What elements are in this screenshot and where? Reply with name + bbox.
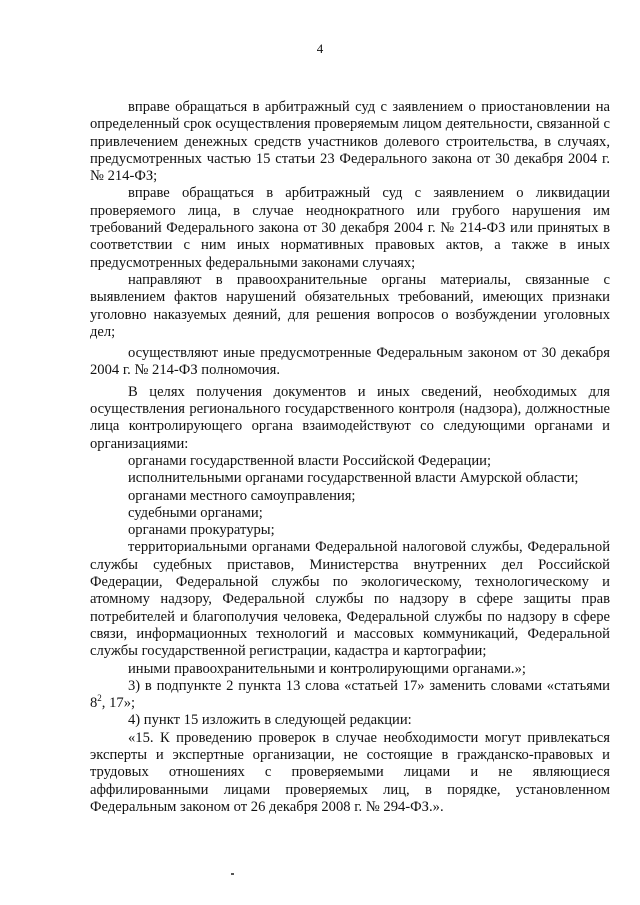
amendment-text-start: 3) в подпункте 2 пункта 13 слова «статьей 17» заменить словами «статьями 8 xyxy=(90,677,610,712)
paragraph-arbitration-suspension: вправе обращаться в арбитражный суд с заявлением о приостановлении на определенный срок осуществления проверяемым лицом деятельности, связанной с привлечением денежных средств участников долевого строительства, в случаях, предусмотренных частью 15 статьи 23 Федерального закона от 30 декабря 2004 г. № 214-ФЗ; xyxy=(90,99,610,185)
paragraph-other-powers: осуществляют иные предусмотренные Федеральным законом от 30 декабря 2004 г. № 214-ФЗ полномочия. xyxy=(90,345,610,379)
paragraph-amendment-subpoint-4: 4) пункт 15 изложить в следующей редакции: xyxy=(128,712,412,729)
document-body xyxy=(90,99,610,816)
superscript-2: 2 xyxy=(97,693,102,704)
paragraph-amendment-subpoint-3 xyxy=(90,678,610,713)
amendment-text-end: , 17»; xyxy=(101,695,136,712)
page-number: 4 xyxy=(316,41,324,56)
list-item: судебными органами; xyxy=(128,504,263,521)
paragraph-point-15-text: «15. К проведению проверок в случае необходимости могут привлекаться эксперты и экспертные организации, не состоящие в гражданско-правовых и трудовых отношениях с проверяемыми лицами и не являющиеся аффилированными лицами проверяемых лиц, в порядке, установленном Федеральным законом от 26 декабря 2008 г. № 294-ФЗ.». xyxy=(90,729,610,815)
paragraph-territorial-bodies: территориальными органами Федеральной налоговой службы, Федеральной службы судебных приставов, Министерства внутренних дел Российской Федерации, Федеральной службы по экологическому, технологическому и атомному надзору, Федеральной службы по надзору в сфере защиты прав потребителей и благополучия человека, Федеральной службы по надзору в сфере связи, информационных технологий и массовых коммуникаций, Федеральной службы государственной регистрации, кадастра и картографии; xyxy=(90,539,610,660)
scan-artifact xyxy=(231,873,234,875)
list-item: органами местного самоуправления; xyxy=(128,487,356,504)
paragraph-other-bodies: иными правоохранительными и контролирующими органами.»; xyxy=(128,660,526,677)
list-item: органами государственной власти Российской Федерации; xyxy=(128,452,492,469)
paragraph-interaction-intro: В целях получения документов и иных сведений, необходимых для осуществления регионального государственного контроля (надзора), должностные лица контролирующего органа взаимодействуют со следующими органами и организациями: xyxy=(90,383,610,452)
paragraph-law-enforcement-materials: направляют в правоохранительные органы материалы, связанные с выявлением фактов нарушений обязательных требований, имеющих признаки уголовно наказуемых деяний, для решения вопросов о возбуждении уголовных дел; xyxy=(90,271,610,340)
list-item: исполнительными органами государственной власти Амурской области; xyxy=(128,470,579,487)
list-item: органами прокуратуры; xyxy=(128,522,275,539)
paragraph-arbitration-liquidation: вправе обращаться в арбитражный суд с заявлением о ликвидации проверяемого лица, в случае неоднократного или грубого нарушения им требований Федерального закона от 30 декабря 2004 г. № 214-ФЗ или принятых в соответствии с ним иных нормативных правовых актов, а также в иных предусмотренных федеральными законами случаях; xyxy=(90,185,610,271)
